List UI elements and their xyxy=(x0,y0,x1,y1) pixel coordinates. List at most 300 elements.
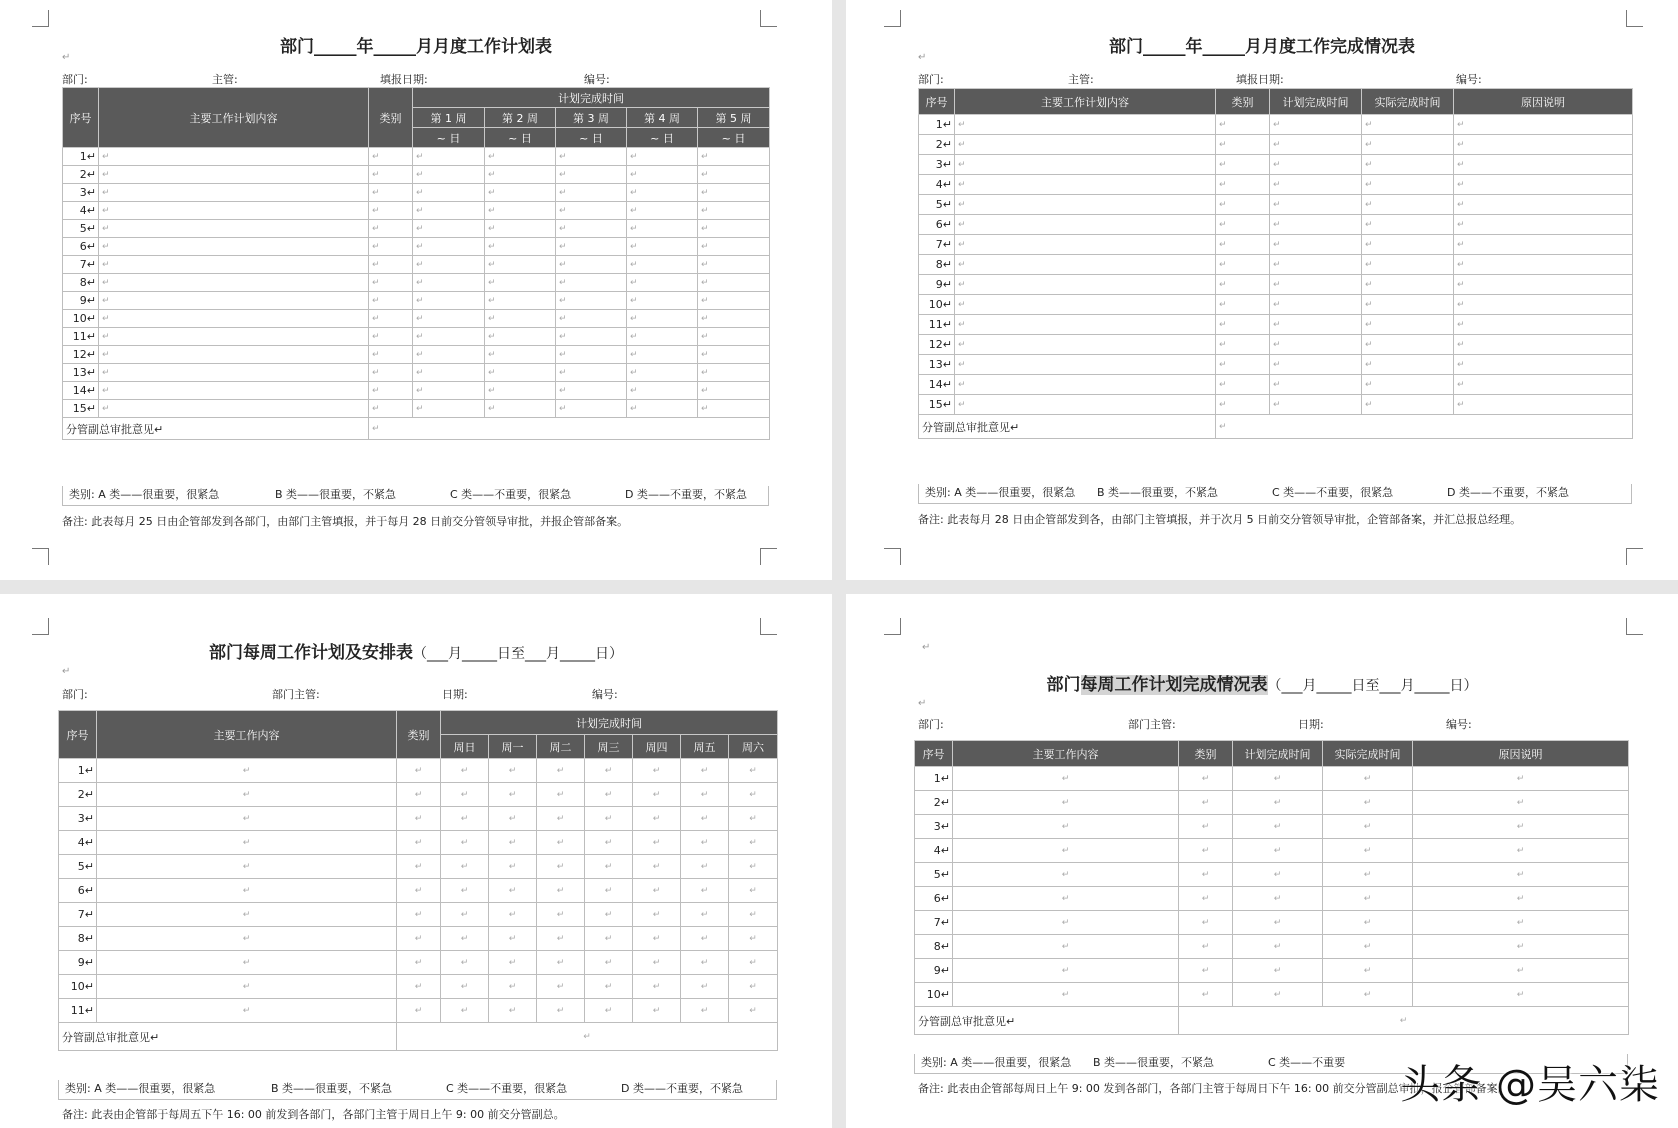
table-cell[interactable]: ↵ xyxy=(397,831,441,855)
table-cell[interactable]: ↵ xyxy=(953,791,1179,815)
table-cell[interactable]: ↵ xyxy=(489,975,537,999)
table-cell[interactable]: ↵ xyxy=(489,927,537,951)
table-cell[interactable]: ↵ xyxy=(369,292,413,310)
table-cell[interactable]: ↵ xyxy=(633,879,681,903)
table-cell[interactable]: ↵ xyxy=(1323,815,1413,839)
table-cell[interactable]: ↵ xyxy=(681,999,729,1023)
table-cell[interactable]: ↵ xyxy=(485,148,556,166)
table-cell[interactable]: ↵ xyxy=(953,983,1179,1007)
table-cell[interactable]: ↵ xyxy=(627,184,698,202)
table-cell[interactable]: ↵ xyxy=(698,184,770,202)
table-cell[interactable]: ↵ xyxy=(585,759,633,783)
table-cell[interactable]: ↵ xyxy=(1362,295,1454,315)
table-cell[interactable]: ↵ xyxy=(633,759,681,783)
table-cell[interactable]: ↵ xyxy=(556,310,627,328)
table-cell[interactable]: ↵ xyxy=(97,999,397,1023)
table-cell[interactable]: ↵ xyxy=(1413,839,1629,863)
table-cell[interactable]: ↵ xyxy=(441,807,489,831)
table-cell[interactable]: ↵ xyxy=(369,166,413,184)
table-cell[interactable]: ↵ xyxy=(698,238,770,256)
table-cell[interactable]: ↵ xyxy=(1233,935,1323,959)
table-cell[interactable]: ↵ xyxy=(97,927,397,951)
table-cell[interactable]: ↵ xyxy=(369,256,413,274)
table-cell[interactable]: ↵ xyxy=(489,999,537,1023)
table-cell[interactable]: ↵ xyxy=(1454,235,1633,255)
table-cell[interactable]: ↵ xyxy=(627,328,698,346)
table-cell[interactable]: ↵ xyxy=(99,328,369,346)
table-cell[interactable]: ↵ xyxy=(633,999,681,1023)
table-cell[interactable]: ↵ xyxy=(955,295,1216,315)
table-cell[interactable]: ↵ xyxy=(556,148,627,166)
table-cell[interactable]: ↵ xyxy=(1362,175,1454,195)
table-cell[interactable]: ↵ xyxy=(729,903,778,927)
table-cell[interactable]: ↵ xyxy=(955,255,1216,275)
table-cell[interactable]: ↵ xyxy=(1413,887,1629,911)
table-cell[interactable]: ↵ xyxy=(627,256,698,274)
table-cell[interactable]: ↵ xyxy=(556,274,627,292)
table-cell[interactable]: ↵ xyxy=(1362,215,1454,235)
table-cell[interactable]: ↵ xyxy=(99,346,369,364)
table-cell[interactable]: ↵ xyxy=(1270,115,1362,135)
table-cell[interactable]: ↵ xyxy=(1179,767,1233,791)
table-cell[interactable]: ↵ xyxy=(953,935,1179,959)
table-cell[interactable]: ↵ xyxy=(441,975,489,999)
table-cell[interactable]: ↵ xyxy=(97,807,397,831)
table-cell[interactable]: ↵ xyxy=(537,951,585,975)
table-cell[interactable]: ↵ xyxy=(627,220,698,238)
table-cell[interactable]: ↵ xyxy=(369,400,413,418)
table-cell[interactable]: ↵ xyxy=(1270,355,1362,375)
table-cell[interactable]: ↵ xyxy=(537,783,585,807)
table-cell[interactable]: ↵ xyxy=(955,155,1216,175)
table-cell[interactable]: ↵ xyxy=(1270,215,1362,235)
table-cell[interactable]: ↵ xyxy=(1216,215,1270,235)
table-cell[interactable]: ↵ xyxy=(397,807,441,831)
table-cell[interactable]: ↵ xyxy=(489,951,537,975)
table-cell[interactable]: ↵ xyxy=(1362,315,1454,335)
table-cell[interactable]: ↵ xyxy=(556,202,627,220)
table-cell[interactable]: ↵ xyxy=(1413,791,1629,815)
table-cell[interactable]: ↵ xyxy=(441,927,489,951)
table-cell[interactable]: ↵ xyxy=(698,364,770,382)
table-cell[interactable]: ↵ xyxy=(681,975,729,999)
table-cell[interactable]: ↵ xyxy=(441,903,489,927)
table-cell[interactable]: ↵ xyxy=(97,975,397,999)
table-cell[interactable]: ↵ xyxy=(627,202,698,220)
table-cell[interactable]: ↵ xyxy=(485,292,556,310)
table-cell[interactable]: ↵ xyxy=(1216,235,1270,255)
table-cell[interactable]: ↵ xyxy=(585,999,633,1023)
approval-field[interactable]: ↵ xyxy=(369,418,770,440)
table-cell[interactable]: ↵ xyxy=(99,220,369,238)
table-cell[interactable]: ↵ xyxy=(556,220,627,238)
table-cell[interactable]: ↵ xyxy=(489,855,537,879)
table-cell[interactable]: ↵ xyxy=(1270,295,1362,315)
table-cell[interactable]: ↵ xyxy=(585,879,633,903)
table-cell[interactable]: ↵ xyxy=(729,783,778,807)
table-cell[interactable]: ↵ xyxy=(1454,355,1633,375)
table-cell[interactable]: ↵ xyxy=(489,759,537,783)
table-cell[interactable]: ↵ xyxy=(1454,115,1633,135)
table-cell[interactable]: ↵ xyxy=(1454,315,1633,335)
approval-field[interactable]: ↵ xyxy=(1179,1007,1629,1035)
table-cell[interactable]: ↵ xyxy=(1216,135,1270,155)
table-cell[interactable]: ↵ xyxy=(633,927,681,951)
approval-field[interactable]: ↵ xyxy=(1216,415,1633,439)
table-cell[interactable]: ↵ xyxy=(627,166,698,184)
table-cell[interactable]: ↵ xyxy=(1233,839,1323,863)
table-cell[interactable]: ↵ xyxy=(1270,235,1362,255)
table-cell[interactable]: ↵ xyxy=(585,831,633,855)
table-cell[interactable]: ↵ xyxy=(1454,375,1633,395)
table-cell[interactable]: ↵ xyxy=(1454,215,1633,235)
table-cell[interactable]: ↵ xyxy=(585,927,633,951)
table-cell[interactable]: ↵ xyxy=(1413,983,1629,1007)
table-cell[interactable]: ↵ xyxy=(1270,335,1362,355)
table-cell[interactable]: ↵ xyxy=(1362,335,1454,355)
table-cell[interactable]: ↵ xyxy=(537,759,585,783)
table-cell[interactable]: ↵ xyxy=(585,807,633,831)
table-cell[interactable]: ↵ xyxy=(485,274,556,292)
table-cell[interactable]: ↵ xyxy=(955,315,1216,335)
table-cell[interactable]: ↵ xyxy=(489,807,537,831)
table-cell[interactable]: ↵ xyxy=(1216,195,1270,215)
table-cell[interactable]: ↵ xyxy=(413,292,485,310)
table-cell[interactable]: ↵ xyxy=(729,759,778,783)
table-cell[interactable]: ↵ xyxy=(698,346,770,364)
table-cell[interactable]: ↵ xyxy=(729,951,778,975)
table-cell[interactable]: ↵ xyxy=(729,975,778,999)
table-cell[interactable]: ↵ xyxy=(369,310,413,328)
table-cell[interactable]: ↵ xyxy=(585,951,633,975)
table-cell[interactable]: ↵ xyxy=(556,346,627,364)
table-cell[interactable]: ↵ xyxy=(99,256,369,274)
table-cell[interactable]: ↵ xyxy=(99,274,369,292)
table-cell[interactable]: ↵ xyxy=(397,999,441,1023)
table-cell[interactable]: ↵ xyxy=(627,274,698,292)
table-cell[interactable]: ↵ xyxy=(413,166,485,184)
title-highlighted[interactable]: 每周工作计划完成情况表 xyxy=(1080,675,1268,695)
table-cell[interactable]: ↵ xyxy=(955,335,1216,355)
table-cell[interactable]: ↵ xyxy=(1454,195,1633,215)
table-cell[interactable]: ↵ xyxy=(556,292,627,310)
table-cell[interactable]: ↵ xyxy=(1233,911,1323,935)
table-cell[interactable]: ↵ xyxy=(729,927,778,951)
table-cell[interactable]: ↵ xyxy=(1270,275,1362,295)
table-cell[interactable]: ↵ xyxy=(627,382,698,400)
table-cell[interactable]: ↵ xyxy=(1216,155,1270,175)
table-cell[interactable]: ↵ xyxy=(633,783,681,807)
table-cell[interactable]: ↵ xyxy=(729,831,778,855)
table-cell[interactable]: ↵ xyxy=(1233,983,1323,1007)
table-cell[interactable]: ↵ xyxy=(585,855,633,879)
table-cell[interactable]: ↵ xyxy=(369,148,413,166)
table-cell[interactable]: ↵ xyxy=(1454,395,1633,415)
table-cell[interactable]: ↵ xyxy=(1454,295,1633,315)
table-cell[interactable]: ↵ xyxy=(627,238,698,256)
table-cell[interactable]: ↵ xyxy=(1179,983,1233,1007)
table-cell[interactable]: ↵ xyxy=(489,831,537,855)
table-cell[interactable]: ↵ xyxy=(413,310,485,328)
table-cell[interactable]: ↵ xyxy=(413,184,485,202)
table-cell[interactable]: ↵ xyxy=(1233,887,1323,911)
table-cell[interactable]: ↵ xyxy=(99,148,369,166)
table-cell[interactable]: ↵ xyxy=(397,855,441,879)
table-cell[interactable]: ↵ xyxy=(698,256,770,274)
table-cell[interactable]: ↵ xyxy=(1362,355,1454,375)
table-cell[interactable]: ↵ xyxy=(489,903,537,927)
table-cell[interactable]: ↵ xyxy=(397,759,441,783)
table-cell[interactable]: ↵ xyxy=(729,807,778,831)
table-cell[interactable]: ↵ xyxy=(1233,767,1323,791)
table-cell[interactable]: ↵ xyxy=(681,903,729,927)
table-cell[interactable]: ↵ xyxy=(681,951,729,975)
table-cell[interactable]: ↵ xyxy=(681,879,729,903)
table-cell[interactable]: ↵ xyxy=(953,863,1179,887)
table-cell[interactable]: ↵ xyxy=(633,855,681,879)
table-cell[interactable]: ↵ xyxy=(1454,255,1633,275)
table-cell[interactable]: ↵ xyxy=(729,999,778,1023)
table-cell[interactable]: ↵ xyxy=(485,328,556,346)
table-cell[interactable]: ↵ xyxy=(955,215,1216,235)
table-cell[interactable]: ↵ xyxy=(413,202,485,220)
table-cell[interactable]: ↵ xyxy=(1362,155,1454,175)
table-cell[interactable]: ↵ xyxy=(633,807,681,831)
table-cell[interactable]: ↵ xyxy=(537,927,585,951)
table-cell[interactable]: ↵ xyxy=(1362,195,1454,215)
table-cell[interactable]: ↵ xyxy=(369,238,413,256)
table-cell[interactable]: ↵ xyxy=(1179,959,1233,983)
table-cell[interactable]: ↵ xyxy=(955,375,1216,395)
table-cell[interactable]: ↵ xyxy=(953,815,1179,839)
table-cell[interactable]: ↵ xyxy=(953,911,1179,935)
table-cell[interactable]: ↵ xyxy=(1233,791,1323,815)
table-cell[interactable]: ↵ xyxy=(441,783,489,807)
table-cell[interactable]: ↵ xyxy=(1216,295,1270,315)
table-cell[interactable]: ↵ xyxy=(953,839,1179,863)
table-cell[interactable]: ↵ xyxy=(1270,375,1362,395)
table-cell[interactable]: ↵ xyxy=(681,759,729,783)
table-cell[interactable]: ↵ xyxy=(1216,335,1270,355)
table-cell[interactable]: ↵ xyxy=(99,202,369,220)
table-cell[interactable]: ↵ xyxy=(1216,375,1270,395)
table-cell[interactable]: ↵ xyxy=(1270,395,1362,415)
table-cell[interactable]: ↵ xyxy=(1179,911,1233,935)
table-cell[interactable]: ↵ xyxy=(485,184,556,202)
table-cell[interactable]: ↵ xyxy=(1216,275,1270,295)
table-cell[interactable]: ↵ xyxy=(681,831,729,855)
table-cell[interactable]: ↵ xyxy=(698,310,770,328)
table-cell[interactable]: ↵ xyxy=(485,220,556,238)
table-cell[interactable]: ↵ xyxy=(1323,791,1413,815)
table-cell[interactable]: ↵ xyxy=(556,166,627,184)
table-cell[interactable]: ↵ xyxy=(369,274,413,292)
table-cell[interactable]: ↵ xyxy=(413,382,485,400)
table-cell[interactable]: ↵ xyxy=(556,256,627,274)
table-cell[interactable]: ↵ xyxy=(413,220,485,238)
table-cell[interactable]: ↵ xyxy=(1179,791,1233,815)
table-cell[interactable]: ↵ xyxy=(537,879,585,903)
table-cell[interactable]: ↵ xyxy=(1233,815,1323,839)
table-cell[interactable]: ↵ xyxy=(1270,175,1362,195)
table-cell[interactable]: ↵ xyxy=(369,346,413,364)
table-cell[interactable]: ↵ xyxy=(1413,935,1629,959)
table-cell[interactable]: ↵ xyxy=(97,951,397,975)
table-cell[interactable]: ↵ xyxy=(955,135,1216,155)
table-cell[interactable]: ↵ xyxy=(1216,395,1270,415)
table-cell[interactable]: ↵ xyxy=(556,382,627,400)
table-cell[interactable]: ↵ xyxy=(413,274,485,292)
table-cell[interactable]: ↵ xyxy=(955,395,1216,415)
table-cell[interactable]: ↵ xyxy=(1179,815,1233,839)
table-cell[interactable]: ↵ xyxy=(698,292,770,310)
table-cell[interactable]: ↵ xyxy=(485,310,556,328)
table-cell[interactable]: ↵ xyxy=(633,975,681,999)
table-cell[interactable]: ↵ xyxy=(1323,959,1413,983)
table-cell[interactable]: ↵ xyxy=(397,951,441,975)
table-cell[interactable]: ↵ xyxy=(99,382,369,400)
table-cell[interactable]: ↵ xyxy=(556,400,627,418)
table-cell[interactable]: ↵ xyxy=(441,831,489,855)
table-cell[interactable]: ↵ xyxy=(1454,335,1633,355)
table-cell[interactable]: ↵ xyxy=(441,951,489,975)
table-cell[interactable]: ↵ xyxy=(681,927,729,951)
approval-field[interactable]: ↵ xyxy=(397,1023,778,1051)
table-cell[interactable]: ↵ xyxy=(1362,275,1454,295)
table-cell[interactable]: ↵ xyxy=(1179,935,1233,959)
table-cell[interactable]: ↵ xyxy=(1233,959,1323,983)
table-cell[interactable]: ↵ xyxy=(627,310,698,328)
table-cell[interactable]: ↵ xyxy=(97,903,397,927)
table-cell[interactable]: ↵ xyxy=(413,148,485,166)
table-cell[interactable]: ↵ xyxy=(485,400,556,418)
table-cell[interactable]: ↵ xyxy=(1323,911,1413,935)
table-cell[interactable]: ↵ xyxy=(1216,175,1270,195)
table-cell[interactable]: ↵ xyxy=(485,238,556,256)
table-cell[interactable]: ↵ xyxy=(369,220,413,238)
table-cell[interactable]: ↵ xyxy=(369,364,413,382)
table-cell[interactable]: ↵ xyxy=(1323,887,1413,911)
table-cell[interactable]: ↵ xyxy=(1362,115,1454,135)
table-cell[interactable]: ↵ xyxy=(397,879,441,903)
table-cell[interactable]: ↵ xyxy=(698,148,770,166)
table-cell[interactable]: ↵ xyxy=(1413,911,1629,935)
table-cell[interactable]: ↵ xyxy=(698,328,770,346)
table-cell[interactable]: ↵ xyxy=(1454,275,1633,295)
table-cell[interactable]: ↵ xyxy=(485,256,556,274)
table-cell[interactable]: ↵ xyxy=(633,903,681,927)
table-cell[interactable]: ↵ xyxy=(681,807,729,831)
table-cell[interactable]: ↵ xyxy=(413,364,485,382)
table-cell[interactable]: ↵ xyxy=(1216,315,1270,335)
table-cell[interactable]: ↵ xyxy=(99,166,369,184)
table-cell[interactable]: ↵ xyxy=(99,238,369,256)
table-cell[interactable]: ↵ xyxy=(99,364,369,382)
table-cell[interactable]: ↵ xyxy=(681,783,729,807)
table-cell[interactable]: ↵ xyxy=(97,831,397,855)
table-cell[interactable]: ↵ xyxy=(537,903,585,927)
table-cell[interactable]: ↵ xyxy=(955,235,1216,255)
table-cell[interactable]: ↵ xyxy=(537,831,585,855)
table-cell[interactable]: ↵ xyxy=(1323,767,1413,791)
table-cell[interactable]: ↵ xyxy=(441,855,489,879)
table-cell[interactable]: ↵ xyxy=(1362,135,1454,155)
table-cell[interactable]: ↵ xyxy=(97,879,397,903)
table-cell[interactable]: ↵ xyxy=(1362,395,1454,415)
table-cell[interactable]: ↵ xyxy=(99,292,369,310)
table-cell[interactable]: ↵ xyxy=(1454,175,1633,195)
table-cell[interactable]: ↵ xyxy=(1270,315,1362,335)
table-cell[interactable]: ↵ xyxy=(1323,935,1413,959)
table-cell[interactable]: ↵ xyxy=(698,220,770,238)
table-cell[interactable]: ↵ xyxy=(955,115,1216,135)
table-cell[interactable]: ↵ xyxy=(485,202,556,220)
table-cell[interactable]: ↵ xyxy=(585,783,633,807)
table-cell[interactable]: ↵ xyxy=(556,184,627,202)
table-cell[interactable]: ↵ xyxy=(369,184,413,202)
table-cell[interactable]: ↵ xyxy=(397,903,441,927)
table-cell[interactable]: ↵ xyxy=(1413,863,1629,887)
table-cell[interactable]: ↵ xyxy=(1270,195,1362,215)
table-cell[interactable]: ↵ xyxy=(537,807,585,831)
table-cell[interactable]: ↵ xyxy=(1233,863,1323,887)
table-cell[interactable]: ↵ xyxy=(489,879,537,903)
table-cell[interactable]: ↵ xyxy=(413,346,485,364)
table-cell[interactable]: ↵ xyxy=(537,999,585,1023)
table-cell[interactable]: ↵ xyxy=(681,855,729,879)
table-cell[interactable]: ↵ xyxy=(955,195,1216,215)
table-cell[interactable]: ↵ xyxy=(627,364,698,382)
table-cell[interactable]: ↵ xyxy=(537,855,585,879)
table-cell[interactable]: ↵ xyxy=(953,959,1179,983)
table-cell[interactable]: ↵ xyxy=(489,783,537,807)
table-cell[interactable]: ↵ xyxy=(698,202,770,220)
table-cell[interactable]: ↵ xyxy=(1362,255,1454,275)
table-cell[interactable]: ↵ xyxy=(1270,155,1362,175)
table-cell[interactable]: ↵ xyxy=(413,238,485,256)
table-cell[interactable]: ↵ xyxy=(441,999,489,1023)
table-cell[interactable]: ↵ xyxy=(441,759,489,783)
table-cell[interactable]: ↵ xyxy=(369,202,413,220)
table-cell[interactable]: ↵ xyxy=(955,355,1216,375)
table-cell[interactable]: ↵ xyxy=(397,783,441,807)
table-cell[interactable]: ↵ xyxy=(627,148,698,166)
table-cell[interactable]: ↵ xyxy=(627,292,698,310)
table-cell[interactable]: ↵ xyxy=(1179,839,1233,863)
table-cell[interactable]: ↵ xyxy=(1454,155,1633,175)
table-cell[interactable]: ↵ xyxy=(729,879,778,903)
table-cell[interactable]: ↵ xyxy=(1323,983,1413,1007)
table-cell[interactable]: ↵ xyxy=(413,400,485,418)
table-cell[interactable]: ↵ xyxy=(413,328,485,346)
table-cell[interactable]: ↵ xyxy=(1413,815,1629,839)
table-cell[interactable]: ↵ xyxy=(485,382,556,400)
table-cell[interactable]: ↵ xyxy=(397,975,441,999)
table-cell[interactable]: ↵ xyxy=(97,759,397,783)
table-cell[interactable]: ↵ xyxy=(698,166,770,184)
table-cell[interactable]: ↵ xyxy=(1454,135,1633,155)
table-cell[interactable]: ↵ xyxy=(633,951,681,975)
table-cell[interactable]: ↵ xyxy=(585,975,633,999)
table-cell[interactable]: ↵ xyxy=(627,400,698,418)
table-cell[interactable]: ↵ xyxy=(1179,887,1233,911)
table-cell[interactable]: ↵ xyxy=(953,767,1179,791)
table-cell[interactable]: ↵ xyxy=(1270,255,1362,275)
table-cell[interactable]: ↵ xyxy=(1413,767,1629,791)
table-cell[interactable]: ↵ xyxy=(485,166,556,184)
table-cell[interactable]: ↵ xyxy=(1179,863,1233,887)
table-cell[interactable]: ↵ xyxy=(369,328,413,346)
